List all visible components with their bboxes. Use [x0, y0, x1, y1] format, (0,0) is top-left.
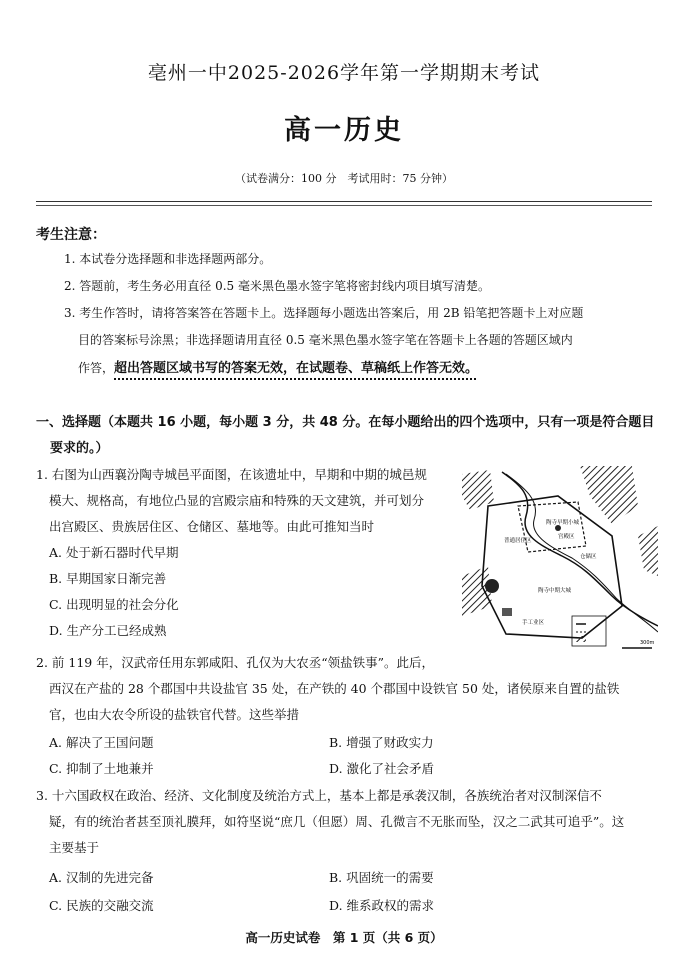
map-label-residence: 普通居住区	[504, 538, 532, 544]
question-2-option-d: D. 激化了社会矛盾	[329, 761, 435, 776]
exam-title: 亳州一中2025-2026学年第一学期期末考试	[147, 62, 541, 84]
site-marker	[485, 579, 499, 593]
question-3-option-a: A. 汉制的先进完备	[49, 870, 154, 885]
divider-line	[36, 201, 652, 202]
question-2	[36, 650, 652, 728]
question-1-option-d: D. 生产分工已经成熟	[49, 623, 167, 638]
map-label-granary: 仓储区	[580, 554, 597, 560]
question-2-line: 2. 前 119 年，汉武帝任用东郭咸阳、孔仅为大农丞“领盐铁事”。此后，	[36, 655, 434, 670]
section-1-heading-cont: 要求的。）	[50, 441, 109, 456]
exam-meta: （试卷满分：100 分 考试用时：75 分钟）	[235, 172, 453, 185]
question-3-option-d: D. 维系政权的需求	[329, 898, 435, 913]
notice-item-3: 3. 考生作答时，请将答案答在答题卡上。选择题每小题选出答案后，用 2B 铅笔把答题卡上对应题	[64, 306, 584, 320]
notice-item-3-end	[78, 354, 654, 383]
question-2-option-c: C. 抑制了土地兼并	[49, 761, 154, 776]
taosi-site-map	[462, 466, 658, 656]
question-2-option-b: B. 增强了财政实力	[329, 735, 434, 750]
map-label-city: 陶寺中期大城	[538, 588, 572, 594]
divider-line	[36, 205, 652, 206]
question-2-line: 西汉在产盐的 28 个郡国中共设盐官 35 处，在产铁的 40 个郡国中设铁官 50 处，诸侯原来自置的盐铁	[49, 681, 620, 696]
question-3-option-c: C. 民族的交融交流	[49, 898, 154, 913]
question-3-line: 疑，有的统治者甚至顶礼膜拜，如符坚说“庶几（但愿）周、孔微言不无胀而坠，汉之二武其可追乎”。这	[49, 814, 625, 829]
question-1-option-a: A. 处于新石器时代早期	[49, 545, 179, 560]
page-footer: 高一历史试卷 第 1 页（共 6 页）	[245, 930, 443, 945]
subject-title: 高一历史	[284, 115, 404, 146]
question-3-line: 主要基于	[49, 840, 100, 855]
notice-item-2: 2. 答题前，考生务必用直径 0.5 毫米黑色墨水签字笔将密封线内项目填写清楚。	[64, 279, 490, 293]
question-3-option-b: B. 巩固统一的需要	[329, 870, 434, 885]
notice-item-3-cont: 目的答案标号涂黑；非选择题请用直径 0.5 毫米黑色墨水签字笔在答题卡上各题的答题区域内	[78, 333, 573, 347]
notice-emphasis: 超出答题区域书写的答案无效，在试题卷、草稿纸上作答无效。	[114, 361, 479, 376]
question-1-option-c: C. 出现明显的社会分化	[49, 597, 179, 612]
question-1-line: 出宫殿区、贵族居住区、仓储区、墓地等。由此可推知当时	[49, 519, 375, 534]
map-label-craft: 手工业区	[522, 620, 545, 626]
map-label-palace: 宫殿区	[558, 534, 575, 540]
section-1-heading: 一、选择题（本题共 16 小题，每小题 3 分，共 48 分。在每小题给出的四个选项中，只有一项是符合题目	[36, 415, 655, 430]
notice-item-1: 1. 本试卷分选择题和非选择题两部分。	[64, 252, 272, 266]
map-scale-label: 300m	[640, 640, 655, 646]
question-2-line: 官，也由大农令所设的盐铁官代替。这些举措	[49, 707, 300, 722]
question-1-line: 模大、规格高，有地位凸显的宫殿宗庙和特殊的天文建筑，并可划分	[49, 493, 425, 508]
question-1-option-b: B. 早期国家日渐完善	[49, 571, 167, 586]
question-1-line: 1. 右图为山西襄汾陶寺城邑平面图，在该遗址中，早期和中期的城邑规	[36, 467, 427, 482]
question-2-option-a: A. 解决了王国问题	[49, 735, 154, 750]
site-marker	[502, 608, 512, 616]
map-label-early-city: 陶寺早期小城	[546, 520, 580, 526]
question-1	[36, 462, 466, 644]
question-3	[36, 783, 652, 861]
legend-mark	[576, 636, 586, 642]
question-3-line: 3. 十六国政权在政治、经济、文化制度及统治方式上，基本上都是承袭汉制，各族统治者对汉制深信不	[36, 788, 602, 803]
notice-heading: 考生注意：	[36, 227, 106, 243]
notice-item-3-plain: 作答，	[78, 361, 115, 375]
